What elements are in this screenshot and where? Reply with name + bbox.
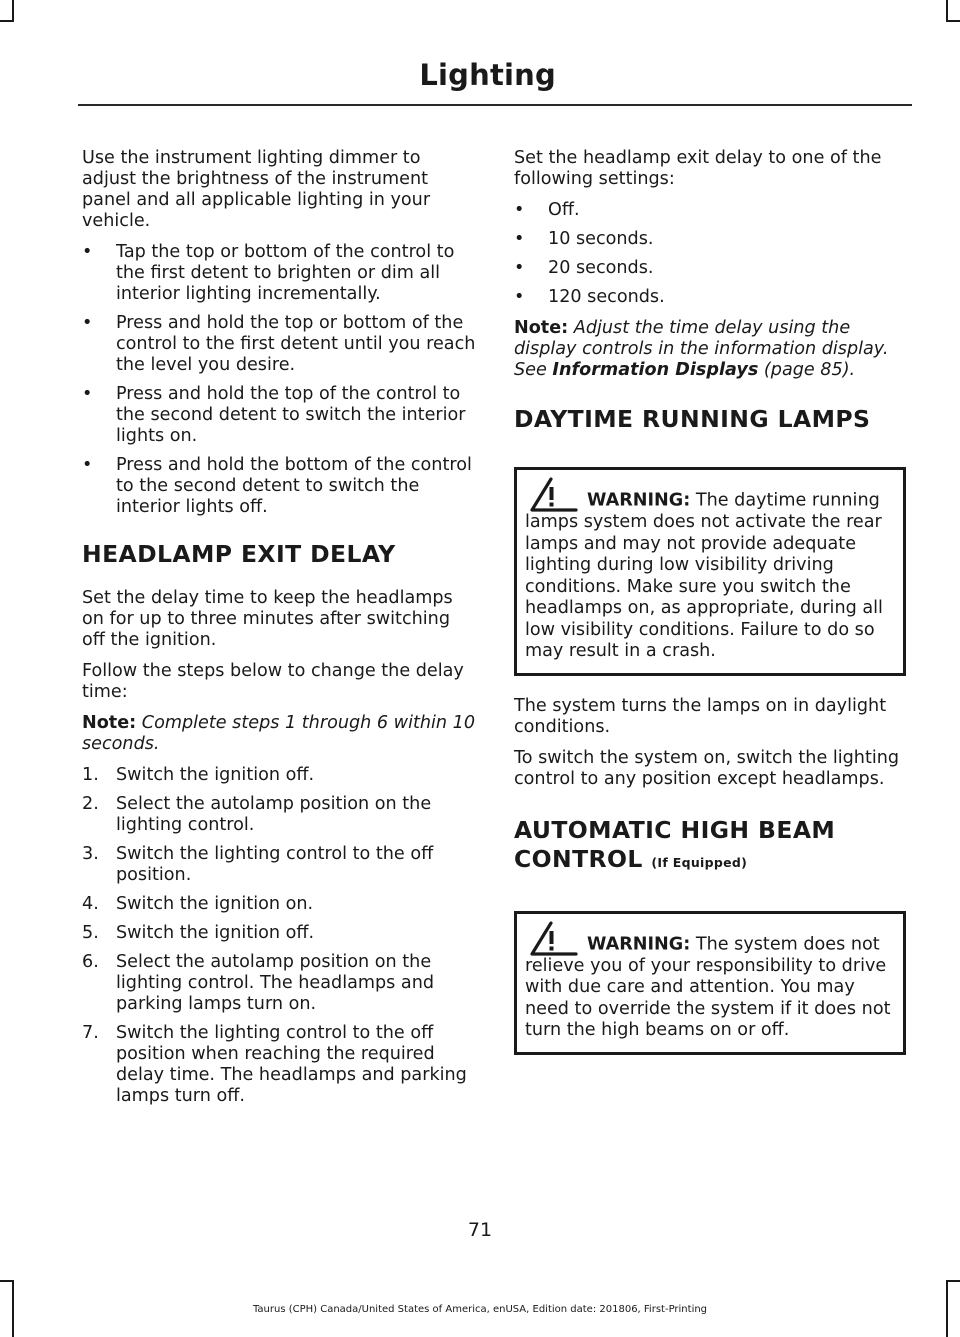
if-equipped-label: (If Equipped) bbox=[651, 854, 748, 870]
list-item bbox=[82, 952, 478, 1015]
warning-text: The system does not relieve you of your responsibility to drive with due care and attention. You may need to override the system if it does not turn the high beams on or off. bbox=[525, 934, 891, 1040]
drl-p2: To switch the system on, switch the lighting control to any position except headlamps. bbox=[514, 747, 900, 789]
page-number: 71 bbox=[467, 1219, 493, 1241]
list-item bbox=[82, 242, 478, 305]
list-item bbox=[514, 258, 906, 279]
list-item bbox=[82, 765, 478, 786]
bullet-text: Press and hold the top or bottom of the control to the first detent until you reach the level you desire. bbox=[116, 313, 476, 375]
list-item bbox=[82, 1023, 478, 1107]
exit-delay-p2: Follow the steps below to change the delay time: bbox=[82, 661, 464, 702]
step-number: 1. bbox=[82, 765, 99, 785]
warning-label: WARNING: bbox=[587, 490, 691, 511]
heading-line-2: CONTROL bbox=[514, 844, 643, 873]
step-text: Switch the ignition off. bbox=[116, 765, 315, 785]
exit-delay-steps bbox=[82, 765, 478, 1107]
bullet-text: Press and hold the top of the control to the second detent to switch the interior lights on. bbox=[116, 384, 466, 446]
right-column bbox=[514, 148, 906, 1075]
step-number: 3. bbox=[82, 844, 99, 864]
exit-delay-note bbox=[82, 713, 478, 755]
bullet-text: Tap the top or bottom of the control to the first detent to brighten or dim all interior lighting incrementally. bbox=[116, 242, 455, 304]
list-item bbox=[82, 455, 478, 518]
list-item bbox=[514, 229, 906, 250]
list-item bbox=[82, 384, 478, 447]
list-item bbox=[82, 794, 478, 836]
crop-mark-top-left-v bbox=[12, 0, 14, 22]
settings-note bbox=[514, 318, 906, 381]
crop-mark-top-left-h bbox=[0, 20, 14, 22]
exit-delay-settings-intro: Set the headlamp exit delay to one of the following settings: bbox=[514, 148, 882, 189]
step-text: Select the autolamp position on the lighting control. The headlamps and parking lamps turn on. bbox=[116, 952, 435, 1014]
setting-text: Off. bbox=[548, 200, 580, 220]
note-text: Complete steps 1 through 6 within 10 seconds. bbox=[82, 713, 476, 754]
note-text: Adjust the time delay using the display controls in the information display. See bbox=[514, 318, 889, 380]
bullet-marker: • bbox=[82, 313, 93, 333]
setting-text: 120 seconds. bbox=[548, 287, 665, 307]
ahb-warning-box bbox=[514, 911, 906, 1055]
list-item bbox=[82, 923, 478, 944]
crop-mark-top-right-h bbox=[946, 20, 960, 22]
drl-p1: The system turns the lamps on in daylight conditions. bbox=[514, 695, 887, 737]
crop-mark-bottom-left-h bbox=[0, 1280, 14, 1282]
bullet-marker: • bbox=[514, 258, 525, 278]
bullet-marker: • bbox=[82, 384, 93, 404]
left-column bbox=[82, 148, 478, 1117]
setting-text: 10 seconds. bbox=[548, 229, 654, 249]
list-item bbox=[514, 200, 906, 221]
step-text: Switch the ignition off. bbox=[116, 923, 315, 943]
bullet-text: Press and hold the bottom of the control to the second detent to switch the interior lights off. bbox=[116, 455, 472, 517]
page-title: Lighting bbox=[419, 58, 556, 92]
daytime-running-lamps-heading: DAYTIME RUNNING LAMPS bbox=[514, 405, 871, 433]
bullet-marker: • bbox=[514, 287, 525, 307]
list-item bbox=[514, 287, 906, 308]
bullet-marker: • bbox=[514, 200, 525, 220]
crop-mark-bottom-right-h bbox=[946, 1280, 960, 1282]
step-number: 7. bbox=[82, 1023, 99, 1043]
heading-line-1: AUTOMATIC HIGH BEAM bbox=[514, 815, 836, 844]
automatic-high-beam-heading bbox=[514, 816, 906, 877]
step-text: Switch the lighting control to the off position. bbox=[116, 844, 434, 885]
step-text: Switch the ignition on. bbox=[116, 894, 314, 914]
edition-line: Taurus (CPH) Canada/United States of America, enUSA, Edition date: 201806, First-Printing bbox=[252, 1304, 708, 1315]
bullet-marker: • bbox=[82, 242, 93, 262]
bullet-marker: • bbox=[82, 455, 93, 475]
exit-delay-settings-list bbox=[514, 200, 906, 308]
warning-triangle-icon bbox=[529, 476, 579, 512]
warning-triangle-icon bbox=[529, 920, 579, 956]
note-label: Note: bbox=[514, 318, 569, 338]
headlamp-exit-delay-heading: HEADLAMP EXIT DELAY bbox=[82, 540, 396, 568]
list-item bbox=[82, 313, 478, 376]
setting-text: 20 seconds. bbox=[548, 258, 654, 278]
step-number: 6. bbox=[82, 952, 99, 972]
warning-label: WARNING: bbox=[587, 934, 691, 954]
list-item bbox=[82, 894, 478, 915]
crop-mark-top-right-v bbox=[946, 0, 948, 22]
drl-warning-box bbox=[514, 467, 906, 676]
step-number: 5. bbox=[82, 923, 99, 943]
warning-text: The daytime running lamps system does not activate the rear lamps and may not provide adequate lighting during low visibility driving conditions. Make sure you switch the headlamps on, as appropriate, during all low visibility conditions. Failure to do so may result in a crash. bbox=[525, 490, 883, 661]
bullet-marker: • bbox=[514, 229, 525, 249]
exit-delay-p1: Set the delay time to keep the headlamps on for up to three minutes after switching off the ignition. bbox=[82, 588, 453, 650]
dimmer-bullet-list bbox=[82, 242, 478, 518]
step-text: Switch the lighting control to the off position when reaching the required delay time. The headlamps and parking lamps turn off. bbox=[116, 1023, 467, 1106]
list-item bbox=[82, 844, 478, 886]
step-number: 2. bbox=[82, 794, 99, 814]
step-text: Select the autolamp position on the lighting control. bbox=[116, 794, 432, 835]
information-displays-link[interactable]: Information Displays bbox=[552, 360, 759, 380]
note-label: Note: bbox=[82, 713, 137, 733]
step-number: 4. bbox=[82, 894, 99, 914]
dimmer-intro: Use the instrument lighting dimmer to adjust the brightness of the instrument panel and all applicable lighting in your vehicle. bbox=[82, 148, 431, 231]
note-page-ref: (page 85). bbox=[763, 360, 856, 380]
header-rule bbox=[78, 104, 912, 106]
